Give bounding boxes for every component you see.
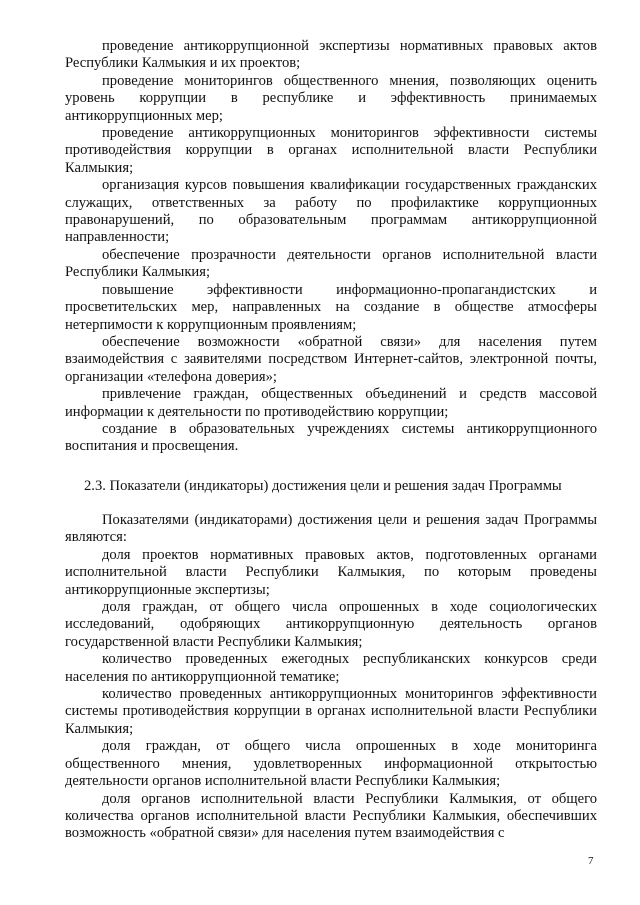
paragraph: Показателями (индикаторами) достижения цели и решения задач Программы являются: [65, 512, 597, 546]
page-number: 7 [588, 855, 594, 867]
paragraph: создание в образовательных учреждениях системы антикоррупционного воспитания и просвещения. [65, 420, 597, 455]
paragraph: количество проведенных антикоррупционных мониторингов эффективности системы противодействия коррупции в органах исполнительной власти Республики Калмыкия; [65, 686, 597, 737]
paragraph: проведение мониторингов общественного мнения, позволяющих оценить уровень коррупции в республике и эффективность принимаемых антикоррупционных мер; [65, 72, 597, 124]
paragraph: обеспечение возможности «обратной связи» для населения путем взаимодействия с заявителями посредством Интернет-сайтов, электронной почты, организации «телефона доверия»; [65, 333, 597, 385]
measures-list [65, 38, 597, 456]
paragraph: доля проектов нормативных правовых актов, подготовленных органами исполнительной власти Республики Калмыкия, по которым проведены антикоррупционные экспертизы; [65, 546, 597, 598]
paragraph: количество проведенных ежегодных республиканских конкурсов среди населения по антикоррупционной тематике; [65, 651, 597, 685]
paragraph: обеспечение прозрачности деятельности органов исполнительной власти Республики Калмыкия; [65, 246, 597, 281]
paragraph: доля органов исполнительной власти Республики Калмыкия, от общего количества органов исполнительной власти Республики Калмыкия, обеспечивших возможность «обратной связи» для населения путем взаимодействия с [65, 790, 597, 842]
paragraph: доля граждан, от общего числа опрошенных в ходе социологических исследований, одобряющих антикоррупционную деятельность органов государственной власти Республики Калмыкия; [65, 599, 597, 650]
paragraph: проведение антикоррупционной экспертизы нормативных правовых актов Республики Калмыкия и их проектов; [65, 38, 597, 72]
paragraph: привлечение граждан, общественных объединений и средств массовой информации к деятельности по противодействию коррупции; [65, 386, 597, 420]
indicators-list [65, 512, 597, 843]
paragraph: доля граждан, от общего числа опрошенных в ходе мониторинга общественного мнения, удовлетворенных информационной открытостью деятельности органов исполнительной власти Республики Калмыкия; [65, 738, 597, 790]
paragraph: проведение антикоррупционных мониторингов эффективности системы противодействия коррупции в органах исполнительной власти Республики Калмыкия; [65, 125, 597, 176]
paragraph: повышение эффективности информационно-пропагандистских и просветительских мер, направленных на создание в обществе атмосферы нетерпимости к коррупционным проявлениям; [65, 281, 597, 333]
section-heading: 2.3. Показатели (индикаторы) достижения цели и решения задач Программы [84, 478, 562, 494]
paragraph: организация курсов повышения квалификации государственных гражданских служащих, ответственных за работу по профилактике коррупционных правонарушений, по образовательным программам антикоррупционной направленности; [65, 177, 597, 246]
